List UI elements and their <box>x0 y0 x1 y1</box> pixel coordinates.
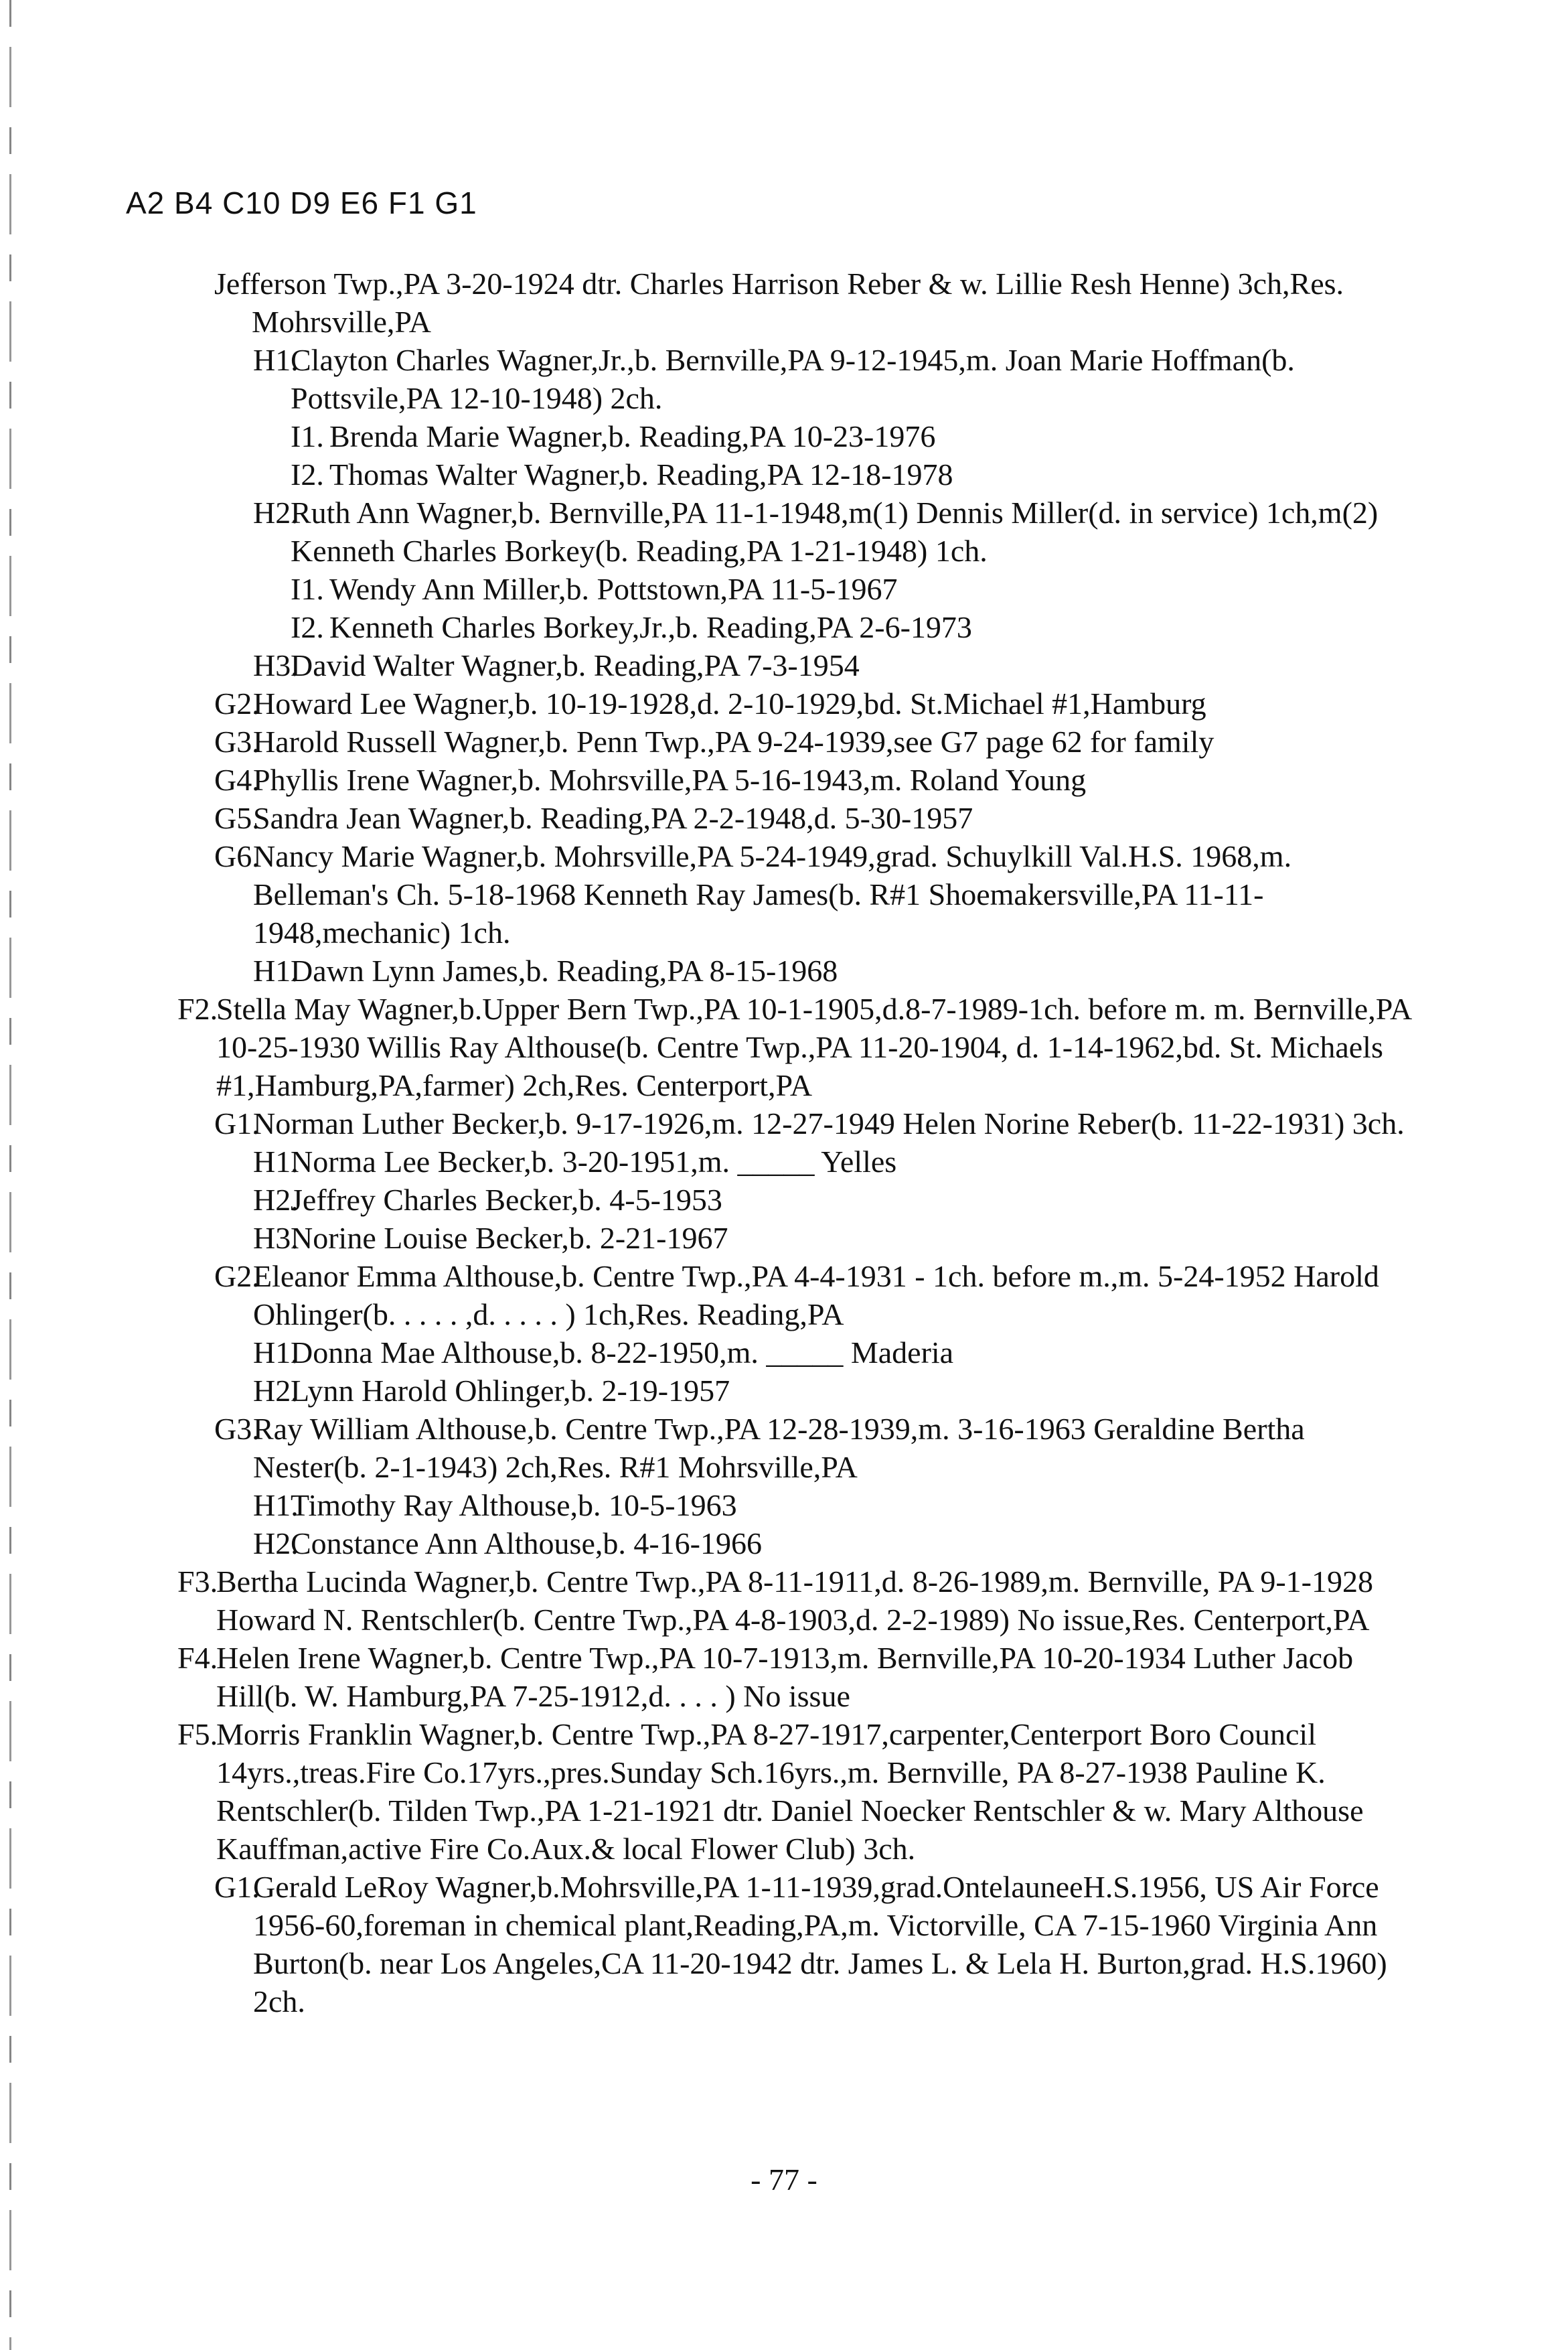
genealogy-entry <box>253 646 1426 684</box>
entry-label: F5. <box>177 1717 218 1751</box>
entry-text: Clayton Charles Wagner,Jr.,b. Bernville,PA 9-12-1945,m. Joan Marie Hoffman(b. Pottsvile,PA 12-10-1948) 2ch. <box>291 343 1295 415</box>
genealogy-entry <box>214 723 1426 761</box>
entry-label: G2. <box>214 1259 260 1293</box>
entry-text: Norine Louise Becker,b. 2-21-1967 <box>291 1221 728 1255</box>
entry-text: Gerald LeRoy Wagner,b.Mohrsville,PA 1-11-1939,grad.OntelauneeH.S.1956, US Air Force 1956-60,foreman in chemical plant,Reading,PA,m. Victorville, CA 7-15-1960 Virginia Ann Burton(b. near Los Angeles,CA 11-20-1942 dtr. James L. & Lela H. Burton,grad. H.S.1960) 2ch. <box>253 1870 1387 2018</box>
entry-text: Thomas Walter Wagner,b. Reading,PA 12-18-1978 <box>329 457 953 492</box>
genealogy-entry <box>253 341 1426 417</box>
genealogy-entry <box>253 952 1426 990</box>
genealogy-entry <box>253 1143 1426 1181</box>
genealogy-entry <box>214 1257 1426 1333</box>
entry-text: Howard Lee Wagner,b. 10-19-1928,d. 2-10-1929,bd. St.Michael #1,Hamburg <box>253 686 1206 721</box>
entry-label: G4. <box>214 763 260 797</box>
entry-text: Ruth Ann Wagner,b. Bernville,PA 11-1-1948,m(1) Dennis Miller(d. in service) 1ch,m(2) Kenneth Charles Borkey(b. Reading,PA 1-21-1948) 1ch. <box>291 496 1379 568</box>
genealogy-entry <box>177 1639 1426 1715</box>
entry-label: G3. <box>214 1412 260 1446</box>
entry-text: Constance Ann Althouse,b. 4-16-1966 <box>291 1526 762 1560</box>
entry-text: Bertha Lucinda Wagner,b. Centre Twp.,PA 8-11-1911,d. 8-26-1989,m. Bernville, PA 9-1-1928 Howard N. Rentschler(b. Centre Twp.,PA 4-8-1903,d. 2-2-1989) No issue,Res. Centerport,PA <box>216 1564 1373 1637</box>
entry-label: G6. <box>214 839 260 873</box>
entry-label: H1. <box>253 343 299 377</box>
entry-label: I1. <box>291 572 324 606</box>
entry-label: H2. <box>253 1374 299 1408</box>
genealogy-entry <box>177 1562 1426 1639</box>
genealogy-entry <box>253 494 1426 570</box>
entry-label: F3. <box>177 1564 218 1599</box>
entry-label: G1. <box>214 1870 260 1904</box>
entry-text: Stella May Wagner,b.Upper Bern Twp.,PA 10-1-1905,d.8-7-1989-1ch. before m. m. Bernville,PA 10-25-1930 Willis Ray Althouse(b. Centre Twp.,PA 11-20-1904, d. 1-14-1962,bd. St. Michaels #1,Hamburg,PA,farmer) 2ch,Res. Centerport,PA <box>216 992 1411 1102</box>
entry-text: Jefferson Twp.,PA 3-20-1924 dtr. Charles Harrison Reber & w. Lillie Resh Henne) 3ch,Res. Mohrsville,PA <box>214 267 1344 339</box>
entry-label: F2. <box>177 992 218 1026</box>
genealogy-entries <box>0 265 1568 2021</box>
entry-text: Timothy Ray Althouse,b. 10-5-1963 <box>291 1488 737 1522</box>
entry-label: H1. <box>253 1335 299 1370</box>
entry-text: Brenda Marie Wagner,b. Reading,PA 10-23-1976 <box>329 419 936 453</box>
page-header: A2 B4 C10 D9 E6 F1 G1 <box>126 186 477 220</box>
entry-text: Nancy Marie Wagner,b. Mohrsville,PA 5-24-1949,grad. Schuylkill Val.H.S. 1968,m. Belleman's Ch. 5-18-1968 Kenneth Ray James(b. R#1 Shoemakersville,PA 11-11-1948,mechanic) 1ch. <box>253 839 1292 950</box>
entry-label: G5. <box>214 801 260 835</box>
entry-text: Dawn Lynn James,b. Reading,PA 8-15-1968 <box>291 954 838 988</box>
entry-label: H3. <box>253 648 299 682</box>
entry-text: David Walter Wagner,b. Reading,PA 7-3-1954 <box>291 648 860 682</box>
genealogy-entry <box>253 1181 1426 1219</box>
genealogy-entry <box>214 1868 1426 2021</box>
genealogy-entry <box>291 608 1426 646</box>
entry-label: G3. <box>214 725 260 759</box>
entry-label: I2. <box>291 457 324 492</box>
genealogy-entry <box>253 1372 1426 1410</box>
genealogy-entry <box>214 799 1426 837</box>
genealogy-entry <box>214 837 1426 952</box>
entry-text: Harold Russell Wagner,b. Penn Twp.,PA 9-24-1939,see G7 page 62 for family <box>253 725 1214 759</box>
entry-label: G1. <box>214 1106 260 1141</box>
genealogy-entry <box>214 265 1426 341</box>
genealogy-entry <box>177 990 1426 1104</box>
entry-text: Donna Mae Althouse,b. 8-22-1950,m. _____ Maderia <box>291 1335 954 1370</box>
entry-label: H1. <box>253 1145 299 1179</box>
entry-text: Ray William Althouse,b. Centre Twp.,PA 12-28-1939,m. 3-16-1963 Geraldine Bertha Nester(b. 2-1-1943) 2ch,Res. R#1 Mohrsville,PA <box>253 1412 1305 1484</box>
entry-text: Phyllis Irene Wagner,b. Mohrsville,PA 5-16-1943,m. Roland Young <box>253 763 1087 797</box>
genealogy-entry <box>214 1104 1426 1143</box>
entry-label: H1. <box>253 954 299 988</box>
entry-label: H1. <box>253 1488 299 1522</box>
entry-text: Wendy Ann Miller,b. Pottstown,PA 11-5-1967 <box>329 572 898 606</box>
genealogy-entry <box>291 417 1426 455</box>
entry-text: Jeffrey Charles Becker,b. 4-5-1953 <box>291 1183 722 1217</box>
entry-label: F4. <box>177 1641 218 1675</box>
genealogy-entry <box>291 570 1426 608</box>
entry-label: H3. <box>253 1221 299 1255</box>
entry-text: Sandra Jean Wagner,b. Reading,PA 2-2-1948,d. 5-30-1957 <box>253 801 973 835</box>
genealogy-entry <box>253 1486 1426 1524</box>
page-number: - 77 - <box>751 2162 817 2197</box>
entry-text: Lynn Harold Ohlinger,b. 2-19-1957 <box>291 1374 730 1408</box>
genealogy-entry <box>214 1410 1426 1486</box>
entry-text: Norman Luther Becker,b. 9-17-1926,m. 12-27-1949 Helen Norine Reber(b. 11-22-1931) 3ch. <box>253 1106 1405 1141</box>
genealogy-entry <box>214 684 1426 723</box>
entry-label: H2. <box>253 496 299 530</box>
entry-text: Morris Franklin Wagner,b. Centre Twp.,PA 8-27-1917,carpenter,Centerport Boro Council 14yrs.,treas.Fire Co.17yrs.,pres.Sunday Sch.16yrs.,m. Bernville, PA 8-27-1938 Pauline K. Rentschler(b. Tilden Twp.,PA 1-21-1921 dtr. Daniel Noecker Rentschler & w. Mary Althouse Kauffman,active Fire Co.Aux.& local Flower Club) 3ch. <box>216 1717 1364 1866</box>
genealogy-entry <box>253 1524 1426 1562</box>
genealogy-entry <box>214 761 1426 799</box>
genealogy-entry <box>177 1715 1426 1868</box>
entry-label: G2. <box>214 686 260 721</box>
genealogy-entry <box>253 1333 1426 1372</box>
entry-text: Helen Irene Wagner,b. Centre Twp.,PA 10-7-1913,m. Bernville,PA 10-20-1934 Luther Jacob Hill(b. W. Hamburg,PA 7-25-1912,d. . . . ) No issue <box>216 1641 1354 1713</box>
entry-text: Kenneth Charles Borkey,Jr.,b. Reading,PA 2-6-1973 <box>329 610 972 644</box>
entry-label: H2. <box>253 1183 299 1217</box>
entry-label: I2. <box>291 610 324 644</box>
genealogy-entry <box>291 455 1426 494</box>
entry-label: I1. <box>291 419 324 453</box>
genealogy-entry <box>253 1219 1426 1257</box>
entry-text: Eleanor Emma Althouse,b. Centre Twp.,PA 4-4-1931 - 1ch. before m.,m. 5-24-1952 Harold Ohlinger(b. . . . . ,d. . . . . ) 1ch,Res. Reading,PA <box>253 1259 1379 1331</box>
entry-text: Norma Lee Becker,b. 3-20-1951,m. _____ Yelles <box>291 1145 897 1179</box>
entry-label: H2. <box>253 1526 299 1560</box>
